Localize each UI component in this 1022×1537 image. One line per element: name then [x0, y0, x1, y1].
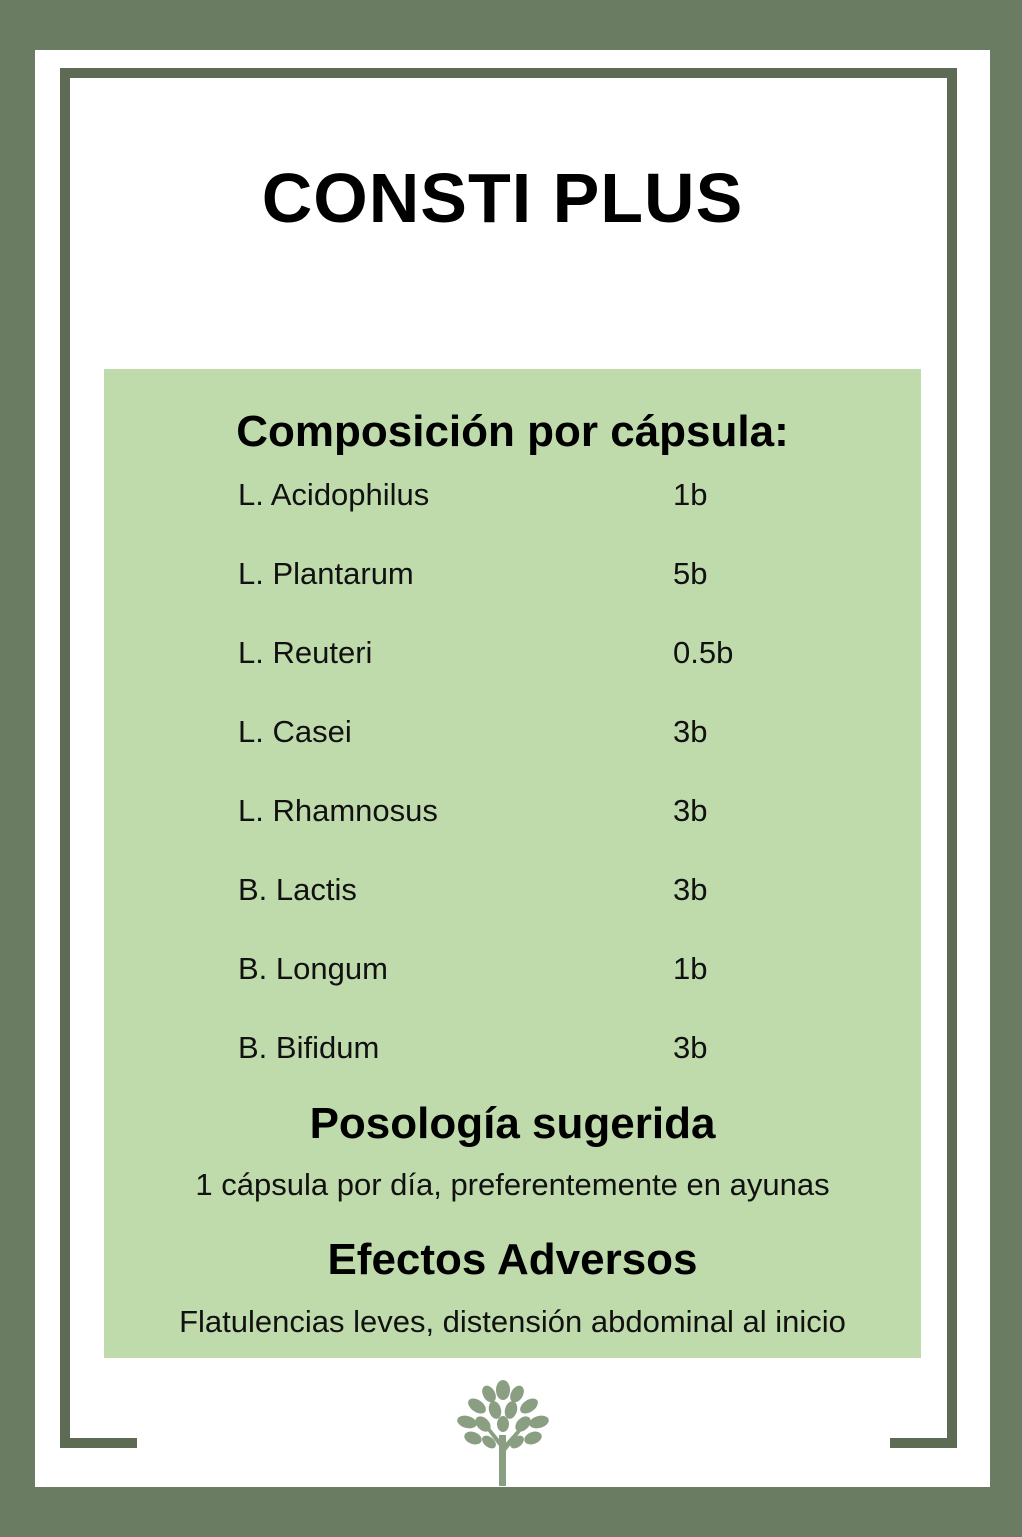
- composition-row: [238, 951, 838, 1030]
- strain-amount: 0.5b: [673, 635, 734, 670]
- composition-row: [238, 793, 838, 872]
- composition-row: [238, 872, 838, 951]
- strain-amount: 3b: [673, 793, 708, 828]
- strain-name: B. Lactis: [238, 872, 357, 907]
- posology-heading: Posología sugerida: [309, 1099, 716, 1148]
- frame-foot-right: [890, 1438, 957, 1448]
- info-panel: [104, 369, 921, 1358]
- strain-name: B. Longum: [238, 951, 388, 986]
- label-card: [35, 50, 990, 1487]
- strain-amount: 3b: [673, 1030, 708, 1065]
- strain-amount: 3b: [673, 872, 708, 907]
- adverse-effects-text: Flatulencias leves, distensión abdominal al inicio: [179, 1304, 846, 1339]
- strain-amount: 3b: [673, 714, 708, 749]
- composition-row: [238, 635, 838, 714]
- strain-name: L. Reuteri: [238, 635, 373, 670]
- strain-amount: 1b: [673, 951, 708, 986]
- strain-name: L. Plantarum: [238, 556, 414, 591]
- strain-name: B. Bifidum: [238, 1030, 380, 1065]
- composition-row: [238, 1030, 838, 1109]
- tree-icon: [453, 1380, 553, 1486]
- strain-name: L. Acidophilus: [238, 477, 430, 512]
- strain-amount: 5b: [673, 556, 708, 591]
- strain-name: L. Casei: [238, 714, 352, 749]
- product-title: CONSTI PLUS: [261, 159, 744, 237]
- strain-amount: 1b: [673, 477, 708, 512]
- composition-row: [238, 714, 838, 793]
- posology-text: 1 cápsula por día, preferentemente en ayunas: [195, 1167, 830, 1202]
- adverse-effects-heading: Efectos Adversos: [327, 1235, 698, 1284]
- composition-list: [238, 477, 838, 1109]
- composition-heading: Composición por cápsula:: [236, 407, 789, 456]
- strain-name: L. Rhamnosus: [238, 793, 438, 828]
- composition-row: [238, 556, 838, 635]
- composition-row: [238, 477, 838, 556]
- frame-foot-left: [60, 1438, 137, 1448]
